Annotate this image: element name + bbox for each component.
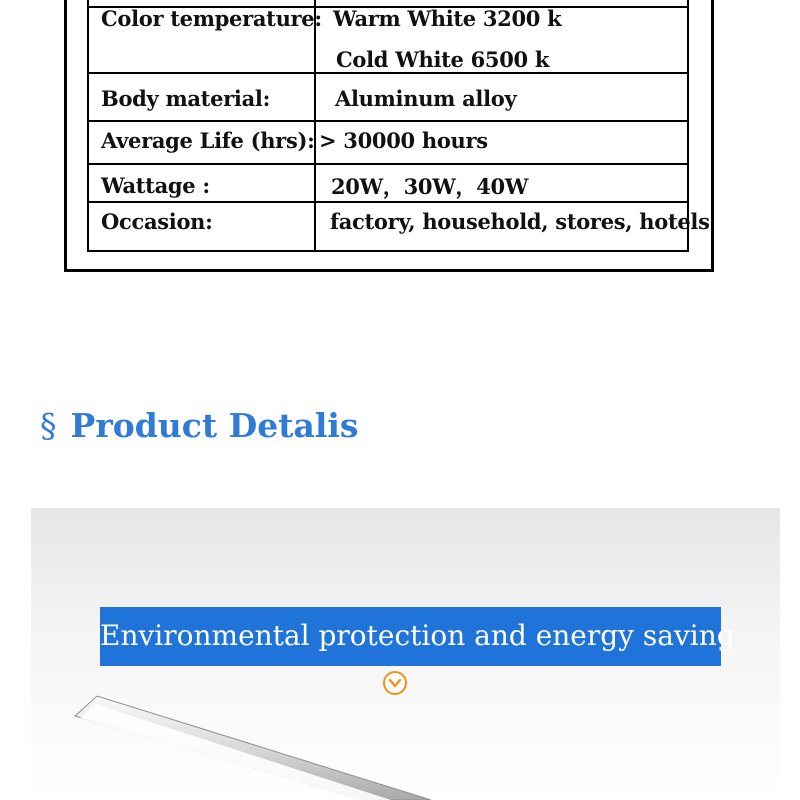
value-cold-white: Cold White 6500 k — [336, 47, 550, 72]
product-banner: Environmental protection and energy saving — [100, 607, 721, 666]
label-body-material: Body material: — [101, 86, 271, 111]
section-title: Product Detalis — [70, 406, 359, 445]
label-average-life: Average Life (hrs): — [101, 128, 315, 153]
section-heading — [40, 406, 359, 445]
spec-table — [64, 0, 714, 272]
section-mark: § — [40, 406, 57, 445]
table-row — [89, 163, 687, 199]
value-wattage: 20W，30W，40W — [331, 174, 529, 199]
label-occasion: Occasion: — [101, 209, 213, 234]
table-row — [89, 201, 710, 234]
product-image — [31, 508, 780, 800]
label-wattage: Wattage : — [101, 173, 210, 198]
chevron-down-icon — [383, 671, 407, 695]
value-occasion: factory, household, stores, hotels — [330, 209, 710, 234]
table-row — [89, 6, 687, 72]
table-row — [89, 72, 687, 111]
value-average-life: > 30000 hours — [319, 128, 488, 153]
column-divider — [314, 0, 316, 250]
table-row — [89, 120, 687, 153]
value-body-material: Aluminum alloy — [335, 86, 517, 111]
value-warm-white: Warm White 3200 k — [333, 6, 562, 31]
spec-table-inner — [87, 0, 710, 252]
label-color-temperature: Color temperature: — [101, 6, 322, 31]
